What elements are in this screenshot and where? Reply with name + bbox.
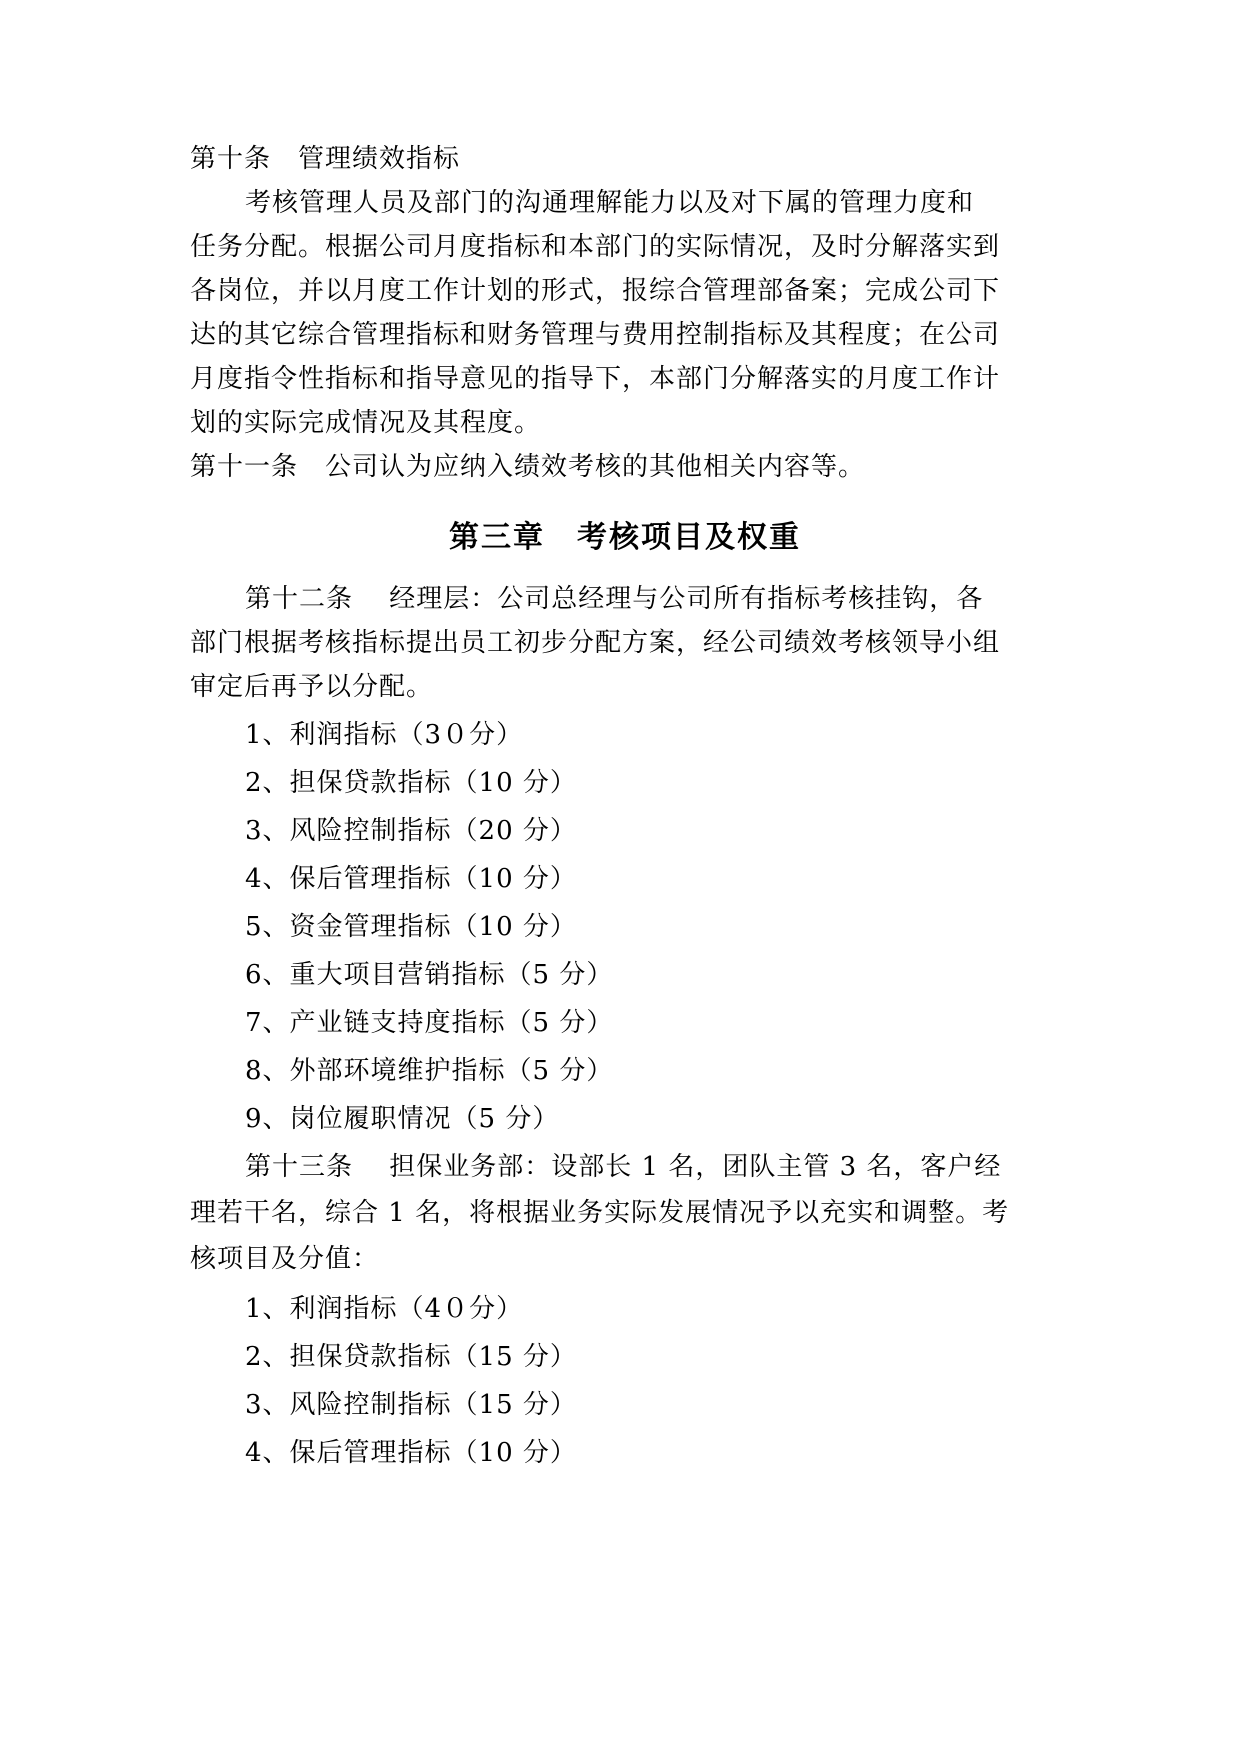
article-12-item: 3、风险控制指标（20 分）	[245, 816, 577, 846]
article-12-line: 第十二条 经理层：公司总经理与公司所有指标考核挂钩，各	[245, 584, 984, 614]
article-10-body-line: 任务分配。根据公司月度指标和本部门的实际情况，及时分解落实到	[190, 232, 1001, 262]
article-13-item: 4、保后管理指标（10 分）	[245, 1438, 577, 1468]
article-13-item: 1、利润指标（4０分）	[245, 1294, 524, 1324]
article-11-text: 第十一条 公司认为应纳入绩效考核的其他相关内容等。	[190, 452, 866, 482]
article-10-body-line: 各岗位，并以月度工作计划的形式，报综合管理部备案；完成公司下	[190, 276, 1001, 306]
article-12-item: 5、资金管理指标（10 分）	[245, 912, 577, 942]
article-12-item: 8、外部环境维护指标（5 分）	[245, 1056, 614, 1086]
article-12-item: 1、利润指标（3０分）	[245, 720, 524, 750]
article-10-body-line: 考核管理人员及部门的沟通理解能力以及对下属的管理力度和	[245, 188, 975, 218]
article-12-item: 9、岗位履职情况（5 分）	[245, 1104, 560, 1134]
chapter-3-heading: 第三章 考核项目及权重	[449, 520, 801, 555]
article-12-item: 7、产业链支持度指标（5 分）	[245, 1008, 614, 1038]
article-10-body-line: 达的其它综合管理指标和财务管理与费用控制指标及其程度；在公司	[190, 320, 1001, 350]
article-13-line: 理若干名，综合 1 名，将根据业务实际发展情况予以充实和调整。考	[190, 1198, 1010, 1228]
article-10-title: 第十条 管理绩效指标	[190, 144, 461, 174]
article-13-line: 核项目及分值：	[190, 1244, 380, 1274]
article-12-item: 4、保后管理指标（10 分）	[245, 864, 577, 894]
article-13-line: 第十三条 担保业务部：设部长 1 名，团队主管 3 名，客户经	[245, 1152, 1002, 1182]
article-12-line: 审定后再予以分配。	[190, 672, 434, 702]
article-10-body-line: 划的实际完成情况及其程度。	[190, 408, 542, 438]
article-13-item: 3、风险控制指标（15 分）	[245, 1390, 577, 1420]
article-12-item: 2、担保贷款指标（10 分）	[245, 768, 577, 798]
article-12-item: 6、重大项目营销指标（5 分）	[245, 960, 614, 990]
article-13-item: 2、担保贷款指标（15 分）	[245, 1342, 577, 1372]
article-12-line: 部门根据考核指标提出员工初步分配方案，经公司绩效考核领导小组	[190, 628, 1001, 658]
article-10-body-line: 月度指令性指标和指导意见的指导下，本部门分解落实的月度工作计	[190, 364, 1001, 394]
